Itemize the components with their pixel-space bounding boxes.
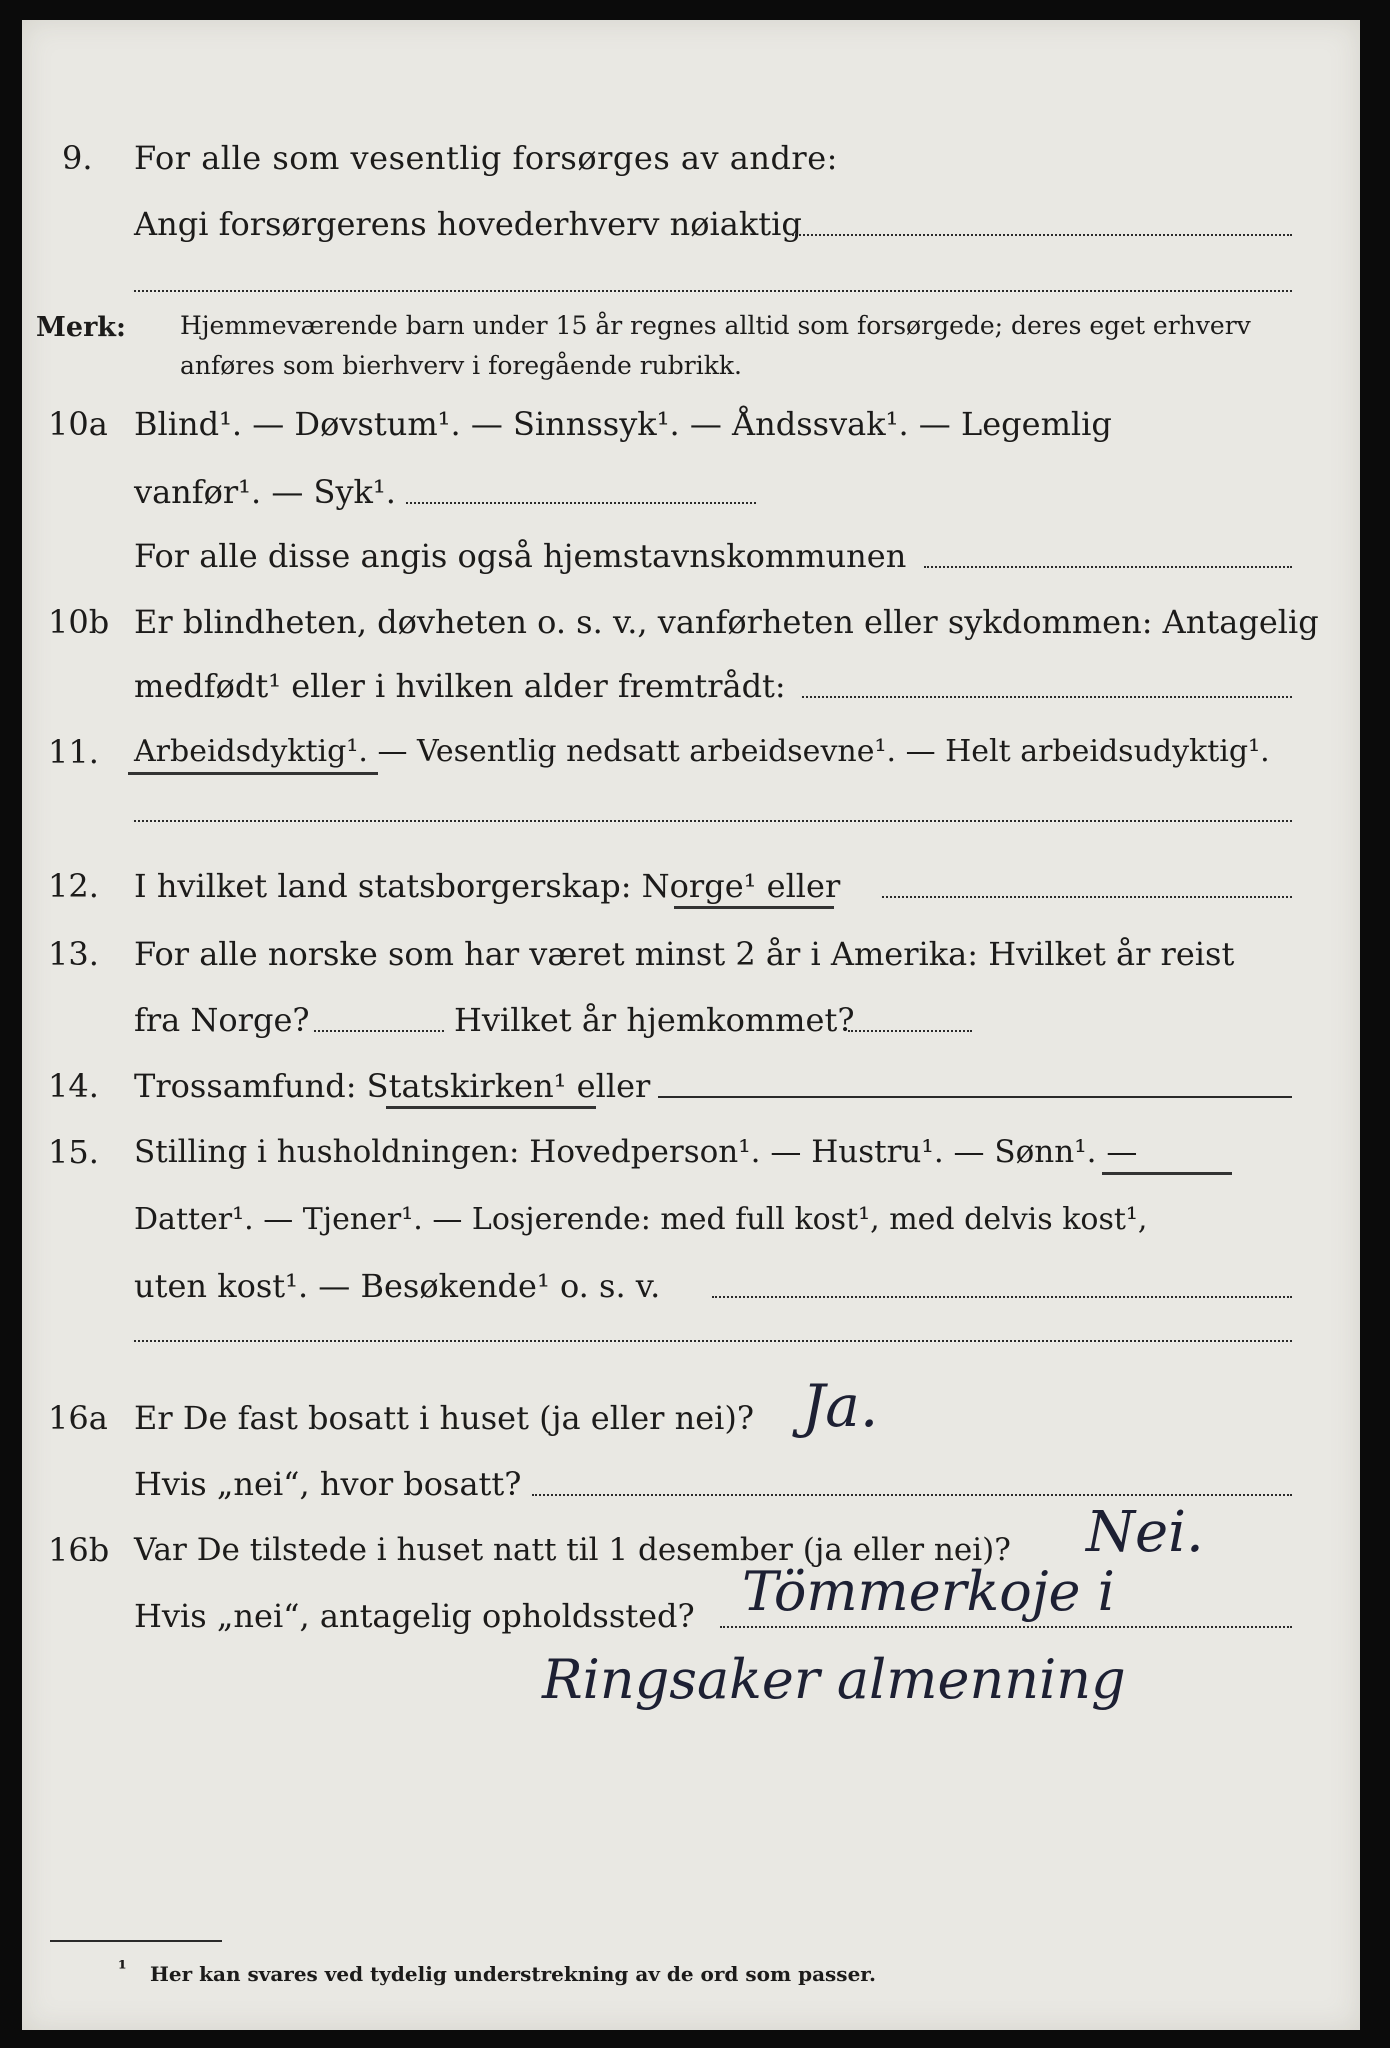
q16a-text-line1: Er De fast bosatt i huset (ja eller nei)?: [134, 1399, 755, 1437]
q10b-answer-line: [802, 696, 1292, 698]
q16a-text-line2: Hvis „nei“, hvor bosatt?: [134, 1465, 522, 1503]
q10a-text-line3: For alle disse angis også hjemstavnskommunen: [134, 537, 907, 575]
q16a-number: 16a: [48, 1399, 108, 1437]
q9-number: 9.: [62, 139, 93, 177]
merk-label: Merk:: [36, 312, 126, 343]
q11-extra-line: [134, 820, 1292, 822]
q12-text-line1: I hvilket land statsborgerskap: Norge¹ eller: [134, 867, 841, 905]
q16a-answer-line: [532, 1494, 1292, 1496]
q10b-text-line1: Er blindheten, døvheten o. s. v., vanførheten eller sykdommen: Antagelig: [134, 603, 1319, 641]
q9-extra-line: [134, 290, 1292, 292]
q16b-number: 16b: [48, 1531, 110, 1569]
q14-text-line1: Trossamfund: Statskirken¹ eller: [134, 1067, 651, 1105]
q16b-handwritten-place-line2: Ringsaker almenning: [542, 1648, 1126, 1711]
q9-text-line2: Angi forsørgerens hovederhverv nøiaktig: [134, 205, 802, 243]
q13-number: 13.: [48, 935, 99, 973]
q10a-text-line2: vanfør¹. — Syk¹.: [134, 473, 396, 511]
q14-underline-statskirken: [386, 1106, 596, 1109]
q9-text-line1: For alle som vesentlig forsørges av andre:: [134, 139, 838, 177]
merk-text-line1: Hjemmeværende barn under 15 år regnes alltid som forsørgede; deres eget erhverv: [180, 311, 1251, 340]
q16b-handwritten-place-line1: Tömmerkoje i: [742, 1560, 1115, 1623]
q10b-text-line2: medfødt¹ eller i hvilken alder fremtrådt:: [134, 667, 786, 705]
q12-number: 12.: [48, 867, 99, 905]
q16b-answer-line: [720, 1626, 1292, 1628]
q11-text-line1: Arbeidsdyktig¹. — Vesentlig nedsatt arbeidsevne¹. — Helt arbeidsudyktig¹.: [134, 734, 1270, 769]
footnote-marker: ¹: [118, 1956, 127, 1980]
q9-answer-line: [792, 234, 1292, 236]
q16b-text-line1: Var De tilstede i huset natt til 1 desember (ja eller nei)?: [134, 1532, 1011, 1568]
q16b-handwritten-answer: Nei.: [1086, 1500, 1204, 1565]
q15-answer-line: [712, 1296, 1292, 1298]
q12-underline-norge: [674, 906, 834, 909]
q10b-number: 10b: [48, 603, 110, 641]
q13-departure-line: [314, 1030, 444, 1032]
q10a-answer-line: [406, 502, 756, 504]
q16a-handwritten-answer: Ja.: [802, 1372, 879, 1440]
q15-text-line3: uten kost¹. — Besøkende¹ o. s. v.: [134, 1267, 661, 1305]
footnote-rule: [50, 1940, 222, 1942]
q10a-number: 10a: [48, 405, 108, 443]
q11-number: 11.: [48, 733, 99, 771]
q13-return-line: [848, 1030, 972, 1032]
q15-underline-sonn: [1102, 1172, 1232, 1175]
footnote-text: Her kan svares ved tydelig understrekning av de ord som passer.: [150, 1962, 876, 1986]
q13-text-line1: For alle norske som har været minst 2 år i Amerika: Hvilket år reist: [134, 935, 1235, 973]
q14-number: 14.: [48, 1067, 99, 1105]
q12-answer-line: [882, 896, 1292, 898]
q10a-hometown-line: [924, 566, 1292, 568]
q15-number: 15.: [48, 1133, 99, 1171]
q13-text-line2b: Hvilket år hjemkommet?: [454, 1001, 855, 1039]
q10a-text-line1: Blind¹. — Døvstum¹. — Sinnssyk¹. — Åndssvak¹. — Legemlig: [134, 405, 1112, 443]
q14-answer-line: [658, 1096, 1292, 1098]
census-form-page: [22, 20, 1360, 2030]
q13-text-line2a: fra Norge?: [134, 1001, 310, 1039]
merk-text-line2: anføres som bierhverv i foregående rubrikk.: [180, 351, 742, 380]
q16b-text-line2: Hvis „nei“, antagelig opholdssted?: [134, 1597, 695, 1635]
q15-extra-line: [134, 1340, 1292, 1342]
q15-text-line1: Stilling i husholdningen: Hovedperson¹. — Hustru¹. — Sønn¹. —: [134, 1134, 1138, 1170]
q11-underline-arbeidsdyktig: [128, 772, 378, 775]
q15-text-line2: Datter¹. — Tjener¹. — Losjerende: med full kost¹, med delvis kost¹,: [134, 1202, 1148, 1237]
